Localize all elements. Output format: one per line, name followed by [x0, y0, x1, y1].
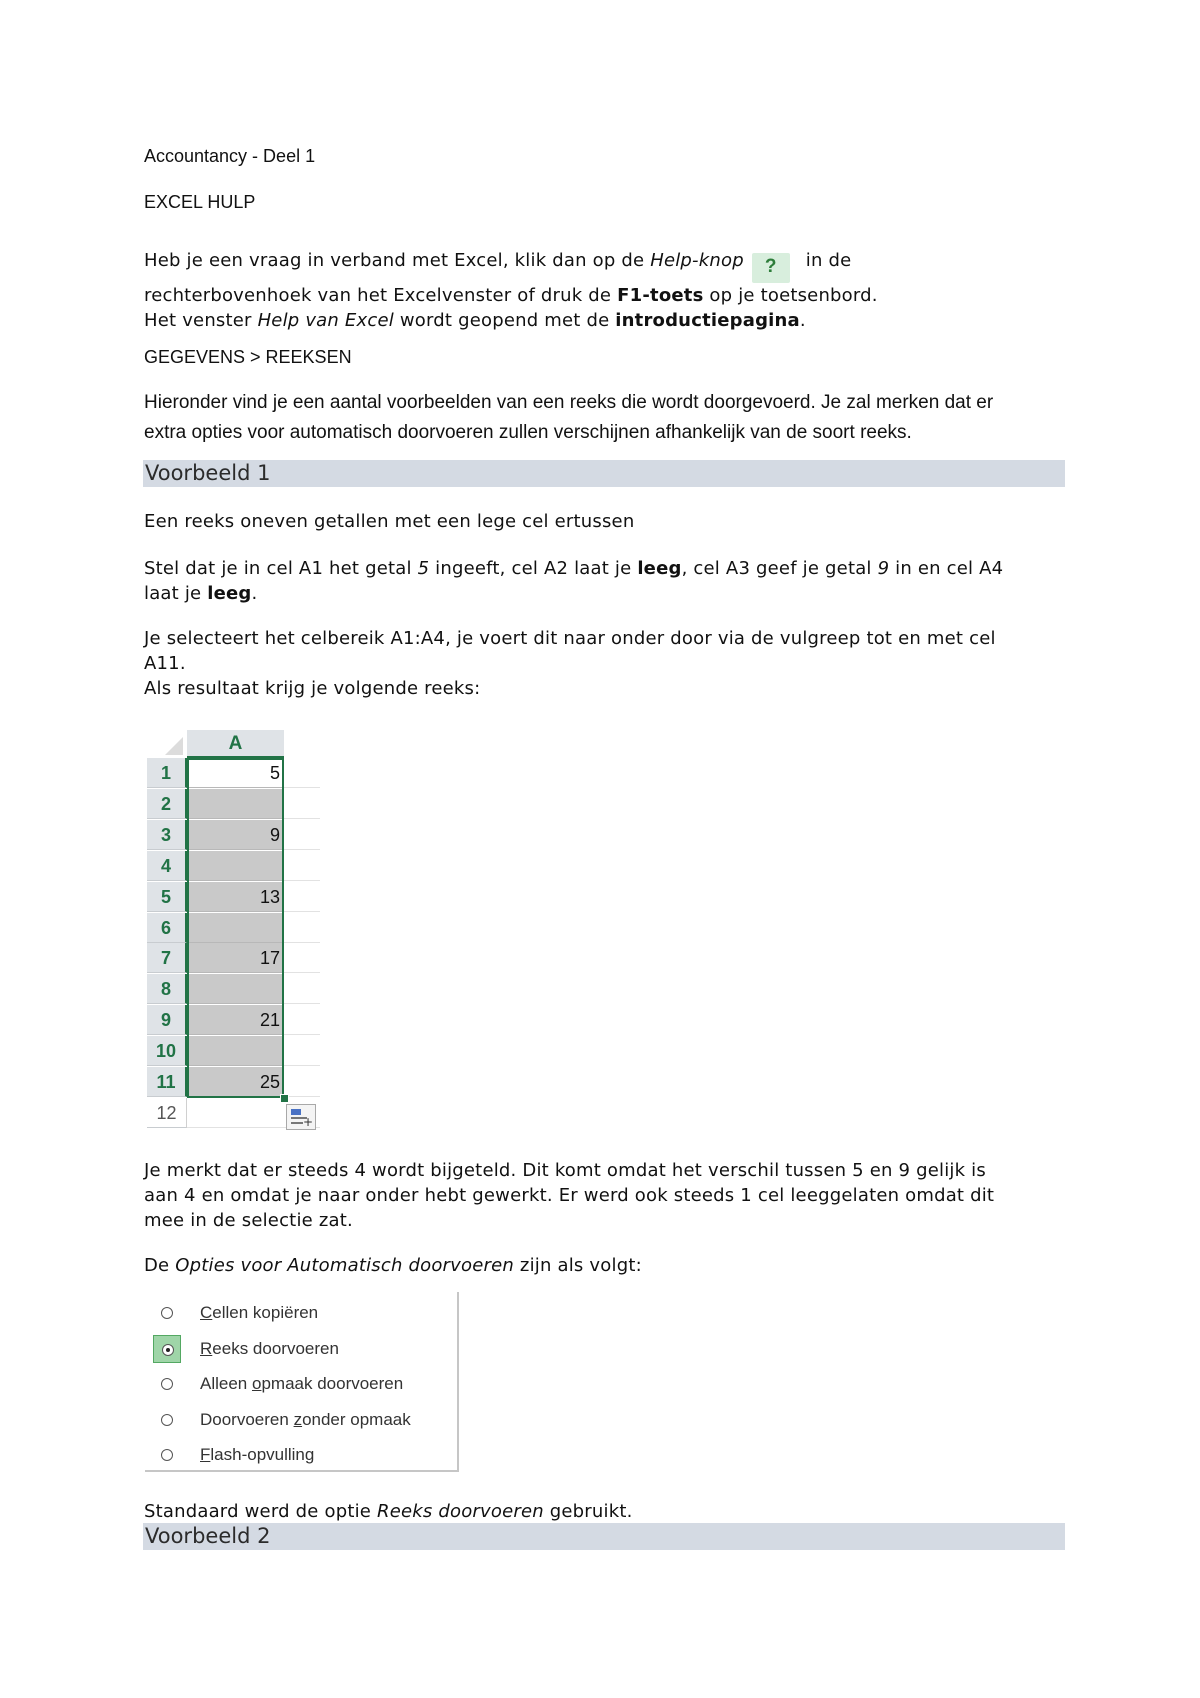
p2-text-d: in en cel A4 — [889, 558, 1004, 579]
voorbeeld1-paragraph-2 — [144, 556, 1074, 606]
cell-a9[interactable]: 21 — [187, 1005, 284, 1035]
cell-a12[interactable] — [187, 1098, 284, 1128]
help-question-icon[interactable]: ? — [752, 253, 790, 283]
cell-b8[interactable] — [284, 974, 320, 1004]
cell-a11[interactable]: 25 — [187, 1067, 284, 1097]
p2-line-2 — [144, 581, 1074, 606]
cell-b1[interactable] — [284, 758, 320, 788]
p2-text-f: . — [251, 583, 258, 604]
cell-b5[interactable] — [284, 882, 320, 912]
help-text-1: Heb je een vraag in verband met Excel, klik dan op de — [144, 250, 651, 271]
voorbeeld1-paragraph-5 — [144, 1253, 642, 1278]
voorbeeld1-paragraph-3 — [144, 626, 1074, 701]
p2-number-5: 5 — [417, 558, 430, 579]
autofill-option[interactable] — [145, 1403, 455, 1437]
autofill-option[interactable] — [145, 1332, 455, 1366]
p5-opties-label: Opties voor Automatisch doorvoeren — [175, 1255, 514, 1276]
help-text-6: wordt geopend met de — [393, 310, 616, 331]
autofill-option[interactable] — [145, 1367, 455, 1401]
radio-button-icon[interactable] — [153, 1299, 181, 1327]
select-all-corner[interactable] — [147, 730, 187, 758]
cell-b11[interactable] — [284, 1067, 320, 1097]
row-header[interactable]: 11 — [147, 1067, 187, 1097]
heading-voorbeeld-2: Voorbeeld 2 — [143, 1523, 1065, 1550]
p4-line-1: Je merkt dat er steeds 4 wordt bijgeteld. Dit komt omdat het verschil tussen 5 en 9 gelijk is — [144, 1160, 986, 1181]
p5-text-b: zijn als volgt: — [514, 1255, 642, 1276]
autofill-option-label: Doorvoeren zonder opmaak — [200, 1409, 411, 1429]
section-excel-hulp: EXCEL HULP — [144, 192, 256, 212]
help-text-3: rechterbovenhoek van het Excelvenster of druk de — [144, 285, 618, 306]
p6-text-b: gebruikt. — [543, 1501, 633, 1522]
help-van-excel-label: Help van Excel — [257, 310, 394, 331]
row-header[interactable]: 7 — [147, 943, 187, 973]
row-header[interactable]: 4 — [147, 851, 187, 881]
voorbeeld1-paragraph-6 — [144, 1499, 633, 1524]
p5-text-a: De — [144, 1255, 176, 1276]
intro-line-1: Hieronder vind je een aantal voorbeelden van een reeks die wordt doorgevoerd. Je zal merken dat er — [144, 392, 994, 413]
help-knop-label: Help-knop — [650, 250, 744, 271]
fill-handle[interactable] — [280, 1094, 289, 1103]
cell-a5[interactable]: 13 — [187, 882, 284, 912]
help-line-3 — [144, 308, 1074, 333]
row-header[interactable]: 12 — [147, 1098, 187, 1128]
row-header[interactable]: 2 — [147, 789, 187, 819]
help-paragraph — [144, 248, 1074, 333]
heading-voorbeeld-1: Voorbeeld 1 — [143, 460, 1065, 487]
voorbeeld1-subtitle: Een reeks oneven getallen met een lege cel ertussen — [144, 511, 635, 532]
course-title: Accountancy - Deel 1 — [144, 146, 316, 166]
intro-line-2: extra opties voor automatisch doorvoeren zullen verschijnen afhankelijk van de soort reeks. — [144, 422, 912, 443]
row-header[interactable]: 8 — [147, 974, 187, 1004]
p2-number-9: 9 — [877, 558, 890, 579]
cell-b2[interactable] — [284, 789, 320, 819]
intro-paragraph — [144, 388, 1084, 448]
introductiepagina-label: introductiepagina — [615, 310, 800, 331]
radio-button-icon[interactable] — [153, 1441, 181, 1469]
row-header[interactable]: 9 — [147, 1005, 187, 1035]
cell-b9[interactable] — [284, 1005, 320, 1035]
autofill-options-icon[interactable]: + — [286, 1104, 316, 1130]
autofill-option[interactable] — [145, 1296, 455, 1330]
help-text-4: op je toetsenbord. — [703, 285, 878, 306]
cell-b3[interactable] — [284, 820, 320, 850]
cell-b7[interactable] — [284, 943, 320, 973]
help-text-7: . — [799, 310, 806, 331]
voorbeeld1-paragraph-4 — [144, 1158, 1074, 1233]
autofill-option-label: Cellen kopiëren — [200, 1303, 319, 1322]
cell-a3[interactable]: 9 — [187, 820, 284, 850]
autofill-options-menu — [145, 1292, 459, 1472]
row-header[interactable]: 6 — [147, 913, 187, 943]
radio-button-icon[interactable] — [153, 1406, 181, 1434]
cell-b10[interactable] — [284, 1036, 320, 1066]
cell-a1[interactable]: 5 — [187, 758, 284, 788]
cell-a7[interactable]: 17 — [187, 943, 284, 973]
p2-line-1 — [144, 556, 1074, 581]
autofill-option-label: Reeks doorvoeren — [200, 1338, 339, 1358]
radio-button-icon[interactable] — [153, 1370, 181, 1398]
p3-line-3: Als resultaat krijg je volgende reeks: — [144, 678, 481, 699]
p4-line-3: mee in de selectie zat. — [144, 1210, 353, 1231]
radio-button-icon[interactable] — [153, 1335, 181, 1363]
row-header[interactable]: 10 — [147, 1036, 187, 1066]
help-line-1 — [144, 248, 1074, 283]
row-header[interactable]: 5 — [147, 882, 187, 912]
p2-text-b: ingeeft, cel A2 laat je — [429, 558, 638, 579]
cell-b6[interactable] — [284, 913, 320, 943]
selection-border — [187, 758, 284, 1098]
p6-text-a: Standaard werd de optie — [144, 1501, 377, 1522]
p6-reeks-label: Reeks doorvoeren — [376, 1501, 544, 1522]
autofill-option[interactable] — [145, 1438, 455, 1472]
p4-line-2: aan 4 en omdat je naar onder hebt gewerkt. Er werd ook steeds 1 cel leeggelaten omdat dit — [144, 1185, 995, 1206]
p3-line-2: A11. — [144, 653, 186, 674]
cell-b4[interactable] — [284, 851, 320, 881]
autofill-option-label: Flash-opvulling — [200, 1445, 315, 1464]
f1-key-label: F1-toets — [617, 285, 704, 306]
p2-text-a: Stel dat je in cel A1 het getal — [144, 558, 418, 579]
row-header[interactable]: 1 — [147, 758, 187, 788]
p2-text-e: laat je — [144, 583, 208, 604]
row-header[interactable]: 3 — [147, 820, 187, 850]
column-header-a[interactable]: A — [187, 730, 284, 758]
autofill-option-label: Alleen opmaak doorvoeren — [200, 1374, 404, 1393]
help-line-2 — [144, 283, 1074, 308]
excel-series-screenshot — [147, 730, 322, 1130]
section-gegevens-reeksen: GEGEVENS > REEKSEN — [144, 347, 352, 367]
p2-leeg-1: leeg — [637, 558, 682, 579]
help-text-2: in de — [799, 250, 852, 271]
p2-leeg-2: leeg — [207, 583, 252, 604]
p2-text-c: , cel A3 geef je getal — [681, 558, 878, 579]
help-text-5: Het venster — [144, 310, 258, 331]
p3-line-1: Je selecteert het celbereik A1:A4, je voert dit naar onder door via de vulgreep tot en met cel — [144, 628, 996, 649]
